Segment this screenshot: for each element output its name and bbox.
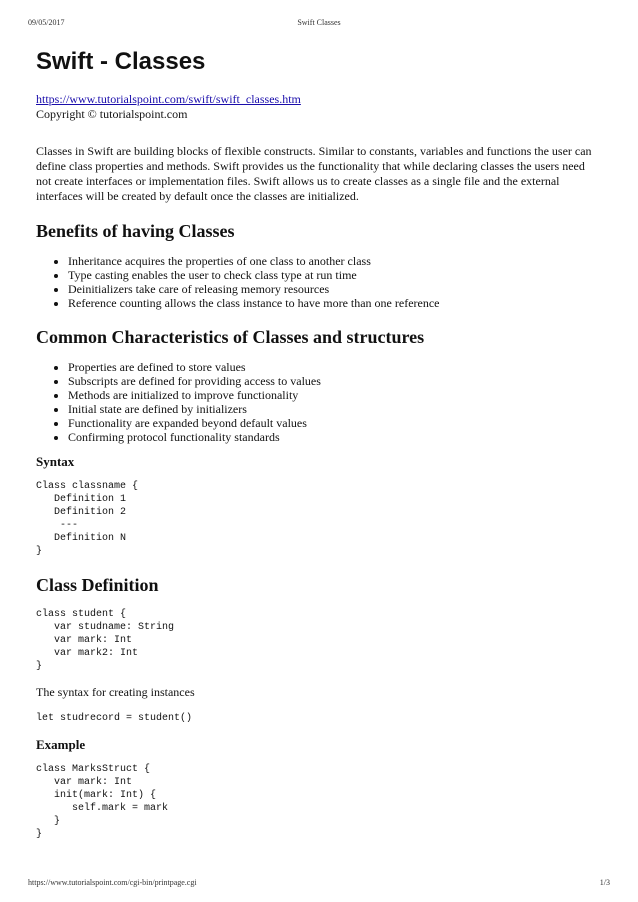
characteristics-list bbox=[36, 360, 602, 444]
list-item: • Reference counting allows the class instance to have more than one reference bbox=[68, 296, 602, 310]
source-link[interactable]: https://www.tutorialspoint.com/swift/swift_classes.htm bbox=[36, 92, 301, 106]
intro-paragraph: Classes in Swift are building blocks of flexible constructs. Similar to constants, variables and functions the user can define class properties and methods. Swift provides us the functionality that while declaring classes the users need not create interfaces or implementation files. Swift allows us to create classes as a single file and the external interfaces will be created by default once the classes are initialized. bbox=[36, 144, 592, 203]
print-title: Swift Classes bbox=[297, 18, 341, 27]
copyright-text: Copyright © tutorialspoint.com bbox=[36, 107, 188, 121]
benefits-list bbox=[36, 254, 602, 310]
class-definition-heading: Class Definition bbox=[36, 575, 159, 595]
class-definition-code-block: class student { var studname: String var mark: Int var mark2: Int } bbox=[36, 609, 175, 672]
list-item: • Initial state are defined by initializers bbox=[68, 402, 602, 416]
list-item: • Subscripts are defined for providing access to values bbox=[68, 374, 602, 388]
list-item: • Methods are initialized to improve functionality bbox=[68, 388, 602, 402]
benefits-heading: Benefits of having Classes bbox=[36, 221, 235, 241]
syntax-heading: Syntax bbox=[36, 454, 75, 469]
print-header bbox=[28, 18, 610, 28]
list-item: • Properties are defined to store values bbox=[68, 360, 602, 374]
example-code-block: class MarksStruct { var mark: Int init(mark: Int) { self.mark = mark } } bbox=[36, 764, 169, 840]
page-title: Swift - Classes bbox=[36, 48, 206, 75]
print-date: 09/05/2017 bbox=[28, 18, 65, 27]
characteristics-heading: Common Characteristics of Classes and structures bbox=[36, 327, 425, 347]
example-heading: Example bbox=[36, 737, 86, 752]
article bbox=[36, 48, 602, 853]
page-number: 1/3 bbox=[599, 878, 610, 887]
list-item: • Functionality are expanded beyond default values bbox=[68, 416, 602, 430]
instances-text: The syntax for creating instances bbox=[36, 685, 195, 699]
footer-url: https://www.tutorialspoint.com/cgi-bin/printpage.cgi bbox=[28, 878, 197, 887]
syntax-code-block: Class classname { Definition 1 Definition 2 --- Definition N } bbox=[36, 481, 139, 557]
list-item: • Deinitializers take care of releasing memory resources bbox=[68, 282, 602, 296]
list-item: • Inheritance acquires the properties of one class to another class bbox=[68, 254, 602, 268]
list-item: • Type casting enables the user to check class type at run time bbox=[68, 268, 602, 282]
list-item: • Confirming protocol functionality standards bbox=[68, 430, 602, 444]
instances-code-block: let studrecord = student() bbox=[36, 713, 193, 724]
print-footer bbox=[28, 878, 610, 888]
